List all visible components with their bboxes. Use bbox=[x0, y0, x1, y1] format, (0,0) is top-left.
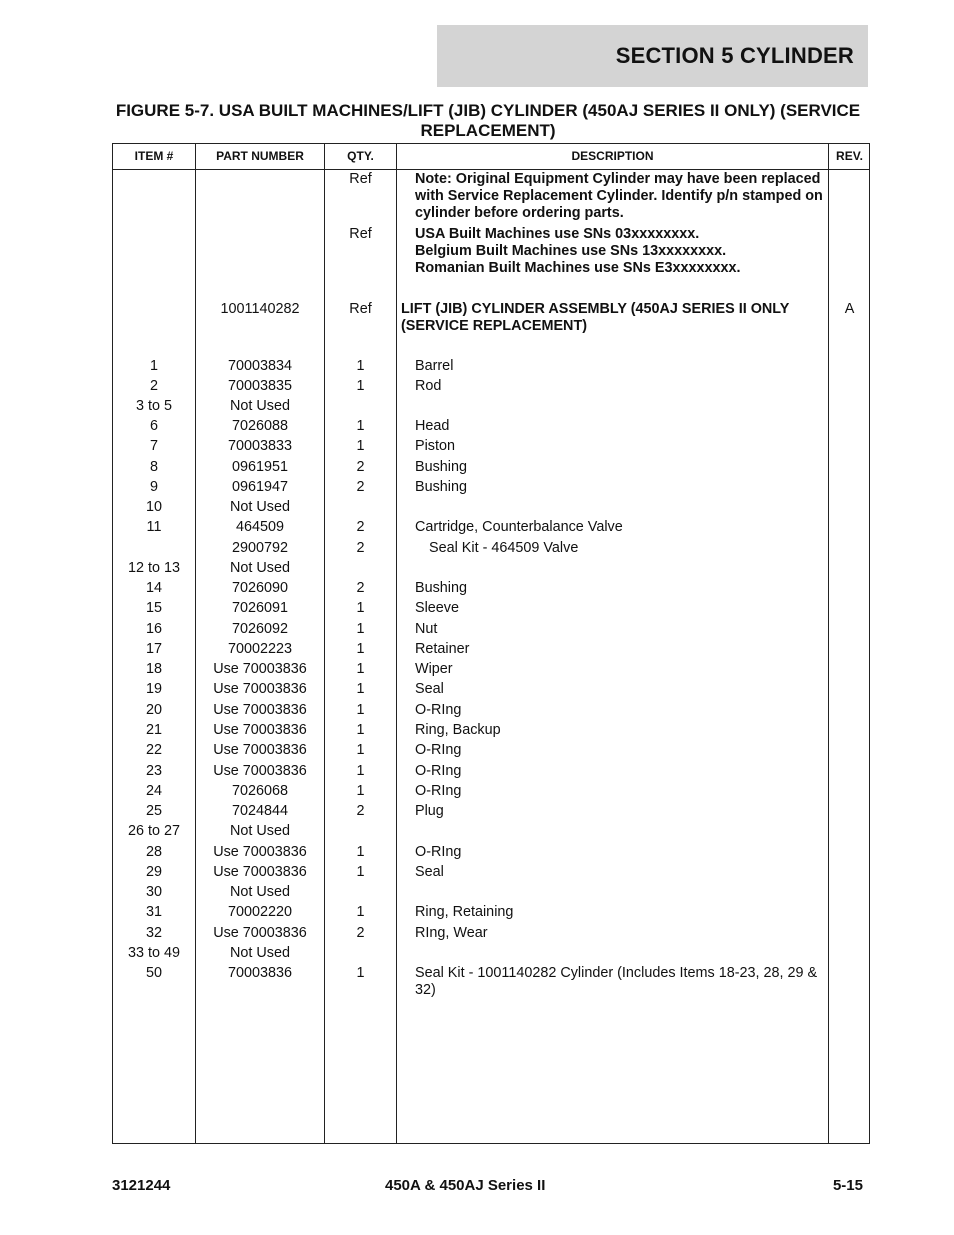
row-quantity: 1 bbox=[356, 742, 365, 758]
row-description: Seal Kit - 464509 Valve bbox=[429, 540, 579, 556]
row-item-number: 19 bbox=[145, 681, 162, 697]
row-description: Wiper bbox=[415, 661, 453, 677]
row-quantity: 1 bbox=[356, 621, 365, 637]
row-part-number: Use 70003836 bbox=[213, 864, 307, 880]
row-quantity: 2 bbox=[356, 479, 365, 495]
row-item-number: 33 to 49 bbox=[127, 945, 180, 961]
row-description: Rod bbox=[415, 378, 442, 394]
row-description: Piston bbox=[415, 438, 455, 454]
row-item-number: 26 to 27 bbox=[127, 823, 180, 839]
row-part-number: Not Used bbox=[230, 560, 290, 576]
column-header-qty: QTY. bbox=[347, 149, 374, 163]
row-item-number: 21 bbox=[145, 722, 162, 738]
row-description: Sleeve bbox=[415, 600, 460, 616]
row-item-number: 22 bbox=[145, 742, 162, 758]
row-description: Seal bbox=[415, 681, 444, 697]
row-part-number: 7026088 bbox=[231, 418, 289, 434]
row-item-number: 28 bbox=[145, 844, 162, 860]
row-part-number: Use 70003836 bbox=[213, 925, 307, 941]
row-description: Bushing bbox=[415, 580, 468, 596]
column-header-item: ITEM # bbox=[134, 149, 174, 163]
row-part-number: Use 70003836 bbox=[213, 742, 307, 758]
row-quantity: 1 bbox=[356, 378, 365, 394]
row-part-number: 70003834 bbox=[227, 358, 293, 374]
row-part-number: Not Used bbox=[230, 884, 290, 900]
column-header-rev: REV. bbox=[836, 149, 863, 163]
row-part-number: 70002220 bbox=[227, 904, 293, 920]
row-description: Seal Kit - 1001140282 Cylinder (Includes Items 18-23, 28, 29 & 32) bbox=[415, 965, 818, 998]
row-part-number: 2900792 bbox=[231, 540, 289, 556]
row-description: Ring, Retaining bbox=[415, 904, 514, 920]
row-quantity: 1 bbox=[356, 702, 365, 718]
row-part-number: Not Used bbox=[230, 823, 290, 839]
row-description: Retainer bbox=[415, 641, 470, 657]
row-item-number: 29 bbox=[145, 864, 162, 880]
footer-doc-number: 3121244 bbox=[112, 1177, 171, 1194]
parts-table bbox=[112, 143, 870, 1144]
figure-title: FIGURE 5-7. USA BUILT MACHINES/LIFT (JIB) CYLINDER (450AJ SERIES II ONLY) (SERVICE REPLACEMENT) bbox=[115, 101, 861, 140]
row-part-number: 7026092 bbox=[231, 621, 289, 637]
row-item-number: 20 bbox=[145, 702, 162, 718]
row-part-number: Use 70003836 bbox=[213, 661, 307, 677]
row-item-number: 23 bbox=[145, 763, 162, 779]
row-item-number: 14 bbox=[145, 580, 162, 596]
row-part-number: 464509 bbox=[235, 519, 285, 535]
row-item-number: 7 bbox=[149, 438, 158, 454]
row-quantity: 1 bbox=[356, 600, 365, 616]
row-item-number: 2 bbox=[149, 378, 158, 394]
row-part-number: Use 70003836 bbox=[213, 722, 307, 738]
row-quantity: 2 bbox=[356, 803, 365, 819]
row-quantity: 2 bbox=[356, 925, 365, 941]
row-item-number: 6 bbox=[149, 418, 158, 434]
row-description: Ring, Backup bbox=[415, 722, 501, 738]
row-item-number: 12 to 13 bbox=[127, 560, 180, 576]
row-quantity: 2 bbox=[356, 459, 365, 475]
row-item-number: 18 bbox=[145, 661, 162, 677]
row-description: O-RIng bbox=[415, 742, 462, 758]
row-quantity: 2 bbox=[356, 519, 365, 535]
row-description: O-RIng bbox=[415, 844, 462, 860]
row-item-number: 15 bbox=[145, 600, 162, 616]
row-quantity: 2 bbox=[356, 540, 365, 556]
row-item-number: 9 bbox=[149, 479, 158, 495]
row-part-number: 7026068 bbox=[231, 783, 289, 799]
row-description: LIFT (JIB) CYLINDER ASSEMBLY (450AJ SERIES II ONLY (SERVICE REPLACEMENT) bbox=[401, 301, 790, 334]
row-description: Nut bbox=[415, 621, 438, 637]
section-title: SECTION 5 CYLINDER bbox=[615, 43, 854, 68]
row-description: Bushing bbox=[415, 479, 468, 495]
row-quantity: 1 bbox=[356, 641, 365, 657]
row-part-number: 1001140282 bbox=[220, 301, 300, 317]
row-part-number: 0961951 bbox=[231, 459, 289, 475]
column-divider bbox=[396, 144, 397, 1143]
row-item-number: 31 bbox=[145, 904, 162, 920]
row-part-number: 0961947 bbox=[231, 479, 289, 495]
row-quantity: 1 bbox=[356, 722, 365, 738]
row-quantity: Ref bbox=[349, 301, 372, 317]
header-divider bbox=[113, 169, 869, 170]
row-item-number: 24 bbox=[145, 783, 162, 799]
row-quantity: 1 bbox=[356, 418, 365, 434]
row-description: Head bbox=[415, 418, 450, 434]
column-header-description: DESCRIPTION bbox=[571, 149, 654, 163]
row-part-number: 7026090 bbox=[231, 580, 289, 596]
row-part-number: 7026091 bbox=[231, 600, 289, 616]
row-part-number: 7024844 bbox=[231, 803, 289, 819]
row-part-number: Not Used bbox=[230, 945, 290, 961]
row-quantity: 1 bbox=[356, 661, 365, 677]
row-part-number: Not Used bbox=[230, 398, 290, 414]
row-quantity: 1 bbox=[356, 783, 365, 799]
footer-model: 450A & 450AJ Series II bbox=[385, 1177, 546, 1194]
row-item-number: 8 bbox=[149, 459, 158, 475]
row-description: Note: Original Equipment Cylinder may have been replaced with Service Replacement Cylinder. Identify p/n stamped on cylinder before ordering parts. bbox=[415, 171, 823, 221]
row-item-number: 50 bbox=[145, 965, 162, 981]
row-description: RIng, Wear bbox=[415, 925, 488, 941]
column-divider bbox=[828, 144, 829, 1143]
footer-page-number: 5-15 bbox=[832, 1177, 863, 1194]
row-part-number: 70003833 bbox=[227, 438, 293, 454]
row-description: O-RIng bbox=[415, 763, 462, 779]
row-quantity: 2 bbox=[356, 580, 365, 596]
row-quantity: 1 bbox=[356, 965, 365, 981]
row-item-number: 32 bbox=[145, 925, 162, 941]
row-quantity: Ref bbox=[349, 171, 372, 187]
row-item-number: 3 to 5 bbox=[135, 398, 172, 414]
row-description: Bushing bbox=[415, 459, 468, 475]
row-part-number: Use 70003836 bbox=[213, 702, 307, 718]
row-part-number: Not Used bbox=[230, 499, 290, 515]
row-description: O-RIng bbox=[415, 702, 462, 718]
row-quantity: 1 bbox=[356, 358, 365, 374]
row-item-number: 17 bbox=[145, 641, 162, 657]
row-part-number: Use 70003836 bbox=[213, 681, 307, 697]
row-quantity: Ref bbox=[349, 226, 372, 242]
row-item-number: 11 bbox=[146, 519, 162, 535]
row-part-number: Use 70003836 bbox=[213, 763, 307, 779]
row-description: Cartridge, Counterbalance Valve bbox=[415, 519, 623, 535]
row-quantity: 1 bbox=[356, 864, 365, 880]
row-quantity: 1 bbox=[356, 681, 365, 697]
row-part-number: 70003836 bbox=[227, 965, 293, 981]
row-part-number: 70002223 bbox=[227, 641, 293, 657]
row-part-number: 70003835 bbox=[227, 378, 293, 394]
row-item-number: 25 bbox=[145, 803, 162, 819]
row-item-number: 30 bbox=[145, 884, 162, 900]
row-quantity: 1 bbox=[356, 438, 365, 454]
row-item-number: 10 bbox=[145, 499, 162, 515]
row-item-number: 1 bbox=[149, 358, 158, 374]
section-header-banner bbox=[437, 25, 868, 87]
row-quantity: 1 bbox=[356, 904, 365, 920]
row-description: O-RIng bbox=[415, 783, 462, 799]
row-description: USA Built Machines use SNs 03xxxxxxxx. Belgium Built Machines use SNs 13xxxxxxxx. Romanian Built Machines use SNs E3xxxxxxxx. bbox=[415, 226, 741, 276]
row-description: Barrel bbox=[415, 358, 454, 374]
row-description: Seal bbox=[415, 864, 444, 880]
row-part-number: Use 70003836 bbox=[213, 844, 307, 860]
row-revision: A bbox=[844, 301, 855, 317]
column-header-part-number: PART NUMBER bbox=[216, 149, 304, 163]
row-description: Plug bbox=[415, 803, 444, 819]
row-item-number: 16 bbox=[145, 621, 162, 637]
row-quantity: 1 bbox=[356, 763, 365, 779]
row-quantity: 1 bbox=[356, 844, 365, 860]
